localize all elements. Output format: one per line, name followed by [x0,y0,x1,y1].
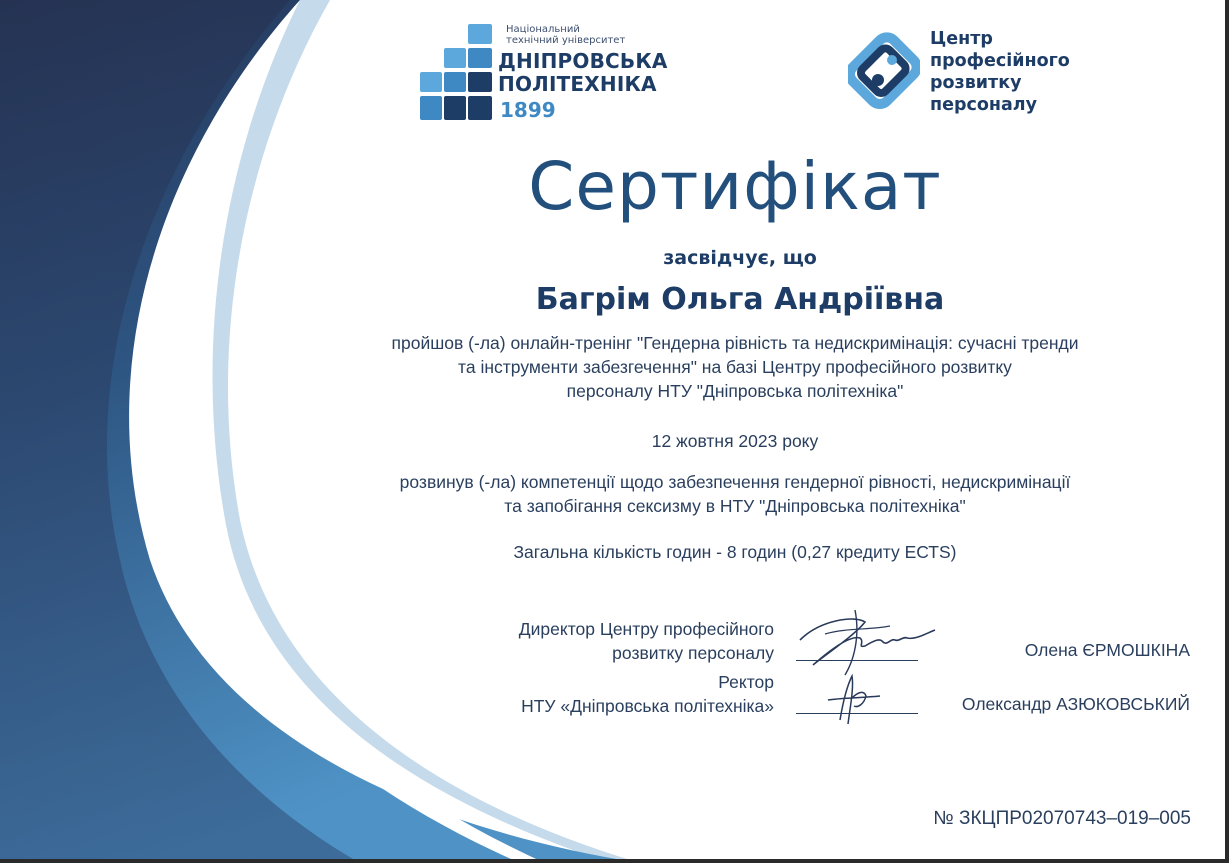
ntu-year: 1899 [500,98,556,122]
ntu-logo-blocks-icon [418,20,498,126]
signatory-name-rector: Олександр АЗЮКОВСЬКИЙ [961,694,1190,714]
certificate-number: № ЗКЦПР02070743–019–005 [933,808,1191,829]
center-logo [848,22,1108,122]
certifies-text: засвідчує, що [663,247,817,269]
ntu-small-text: Національний технічний університет [506,24,626,46]
ntu-name: ДНІПРОВСЬКА ПОЛІТЕХНІКА [498,49,668,96]
signatory-title-rector: Ректор НТУ «Дніпровська політехніка» [521,672,774,716]
frame-edge-right [1225,0,1229,863]
frame-edge-bottom [0,859,1229,863]
signatory-title-director: Директор Центру професійного розвитку персоналу [518,619,774,663]
training-date: 12 жовтня 2023 року [651,431,819,451]
certificate-title: Сертифікат [528,148,942,225]
recipient-name: Багрім Ольга Андріївна [535,282,945,317]
center-name: Центр професійного розвитку персоналу [930,29,1070,115]
signatory-name-director: Олена ЄРМОШКІНА [1024,640,1190,660]
completion-text: пройшов (-ла) онлайн-тренінг "Гендерна рівність та недискримінація: сучасні тренди та інструменти забезгечення" на базі Центру професійного розвитку персоналу НТУ "Дніпровська політехніка" [391,333,1079,401]
ntu-logo [418,20,678,126]
center-logo-emblem-icon [848,22,920,118]
signature-rector-image [820,668,890,728]
competence-text: розвинув (-ла) компетенції щодо забезпечення гендерної рівності, недискримінації та запобігання сексизму в НТУ "Дніпровська політехніка" [399,472,1071,516]
total-hours: Загальна кількість годин - 8 годин (0,27 кредиту ЕСТS) [513,542,957,562]
